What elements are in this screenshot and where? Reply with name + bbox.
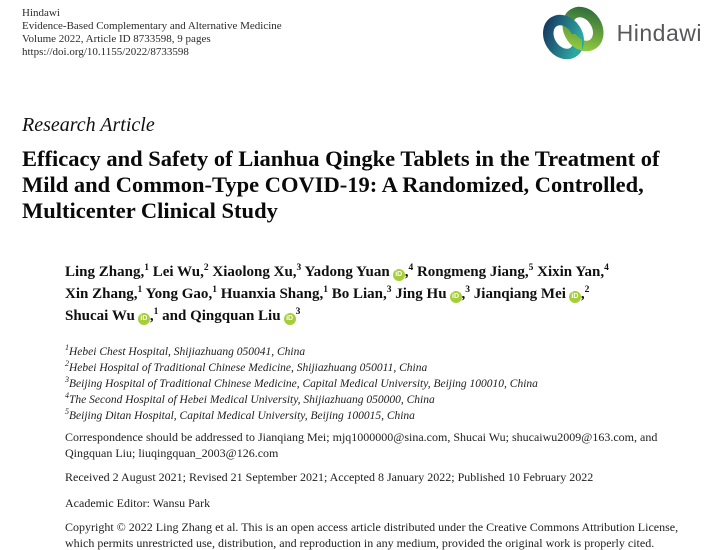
orcid-icon[interactable]: iD <box>450 291 462 303</box>
orcid-icon[interactable]: iD <box>569 291 581 303</box>
orcid-icon[interactable]: iD <box>138 313 150 325</box>
affiliation-number: 5 <box>65 407 69 417</box>
author-name: Yadong Yuan iD ,$^4$ <box>304 263 414 280</box>
affiliation-number: 2 <box>65 359 69 369</box>
affiliation-item: $^2$Hebei Hospital of Traditional Chinese Medicine, Shijiazhuang 050011, China <box>65 359 428 374</box>
author-name: Lei Wu,$^2$ <box>152 263 209 280</box>
journal-name: Evidence-Based Complementary and Alternative Medicine <box>22 20 282 32</box>
author-name: Huanxia Shang,$^1$ <box>220 285 328 302</box>
article-type-label: Research Article <box>22 114 155 136</box>
correspondence-text: Correspondence should be addressed to Jianqiang Mei; <box>65 430 333 444</box>
affiliation-ref: 1 <box>212 285 217 295</box>
affiliation-ref: 2 <box>584 285 590 295</box>
affiliation-number: 3 <box>65 375 69 385</box>
affiliation-ref: 2 <box>203 263 209 273</box>
affiliation-item: $^4$The Second Hospital of Hebei Medical University, Shijiazhuang 050000, China <box>65 391 435 406</box>
email-link[interactable]: liuqingquan_2003@126.com <box>138 445 279 460</box>
affiliation-ref: 3 <box>295 307 301 317</box>
affiliation-ref: 3 <box>386 285 392 295</box>
author-name: Rongmeng Jiang,$^5$ <box>416 263 534 280</box>
author-name: Jing Hu iD ,$^3$ <box>395 285 471 302</box>
author-name: Ling Zhang,$^1$ <box>65 263 149 280</box>
author-name: and Qingquan Liu $iD^3$ <box>162 307 301 324</box>
orcid-icon[interactable]: iD <box>284 313 296 325</box>
affiliation-ref: 5 <box>528 263 534 273</box>
affiliation-ref: 1 <box>323 285 328 295</box>
correspondence-text: , and Qingquan Liu; <box>65 430 658 460</box>
doi-link[interactable]: https://doi.org/10.1155/2022/8733598 <box>22 46 189 58</box>
author-name: Xin Zhang,$^1$ <box>65 285 143 302</box>
hindawi-wordmark: Hindawi <box>616 19 702 46</box>
author-name: Shucai Wu iD ,$^1$ <box>65 307 159 324</box>
author-name: Xixin Yan,$^4$ <box>537 263 609 280</box>
affiliation-number: 4 <box>65 391 69 401</box>
hindawi-rings-icon <box>539 5 607 61</box>
academic-editor-line <box>65 496 210 511</box>
masthead <box>22 7 282 59</box>
copyright-notice: Copyright © 2022 Ling Zhang et al. This is an open access article distributed under the Creative Commons Attribution License, which permits unrestricted use, distribution, and reproduction in any medium, provided the original work is properly cited. <box>65 520 679 550</box>
volume-info: Volume 2022, Article ID 8733598, 9 pages <box>22 33 211 45</box>
affiliation-ref: 3 <box>465 285 471 295</box>
article-history-dates: Received 2 August 2021; Revised 21 September 2021; Accepted 8 January 2022; Published 10 February 2022 <box>65 470 594 484</box>
hindawi-logo <box>539 5 702 61</box>
affiliation-ref: 1 <box>137 285 143 295</box>
publisher-name: Hindawi <box>22 7 60 19</box>
affiliation-ref: 1 <box>153 307 159 317</box>
affiliation-ref: 4 <box>408 263 414 273</box>
author-name: Bo Lian,$^3$ <box>331 285 392 302</box>
orcid-icon[interactable]: iD <box>393 269 405 281</box>
email-link[interactable]: shucaiwu2009@163.com <box>511 430 634 444</box>
affiliation-ref: 3 <box>296 263 302 273</box>
email-link[interactable]: mjq1000000@sina.com <box>332 430 448 444</box>
affiliation-list <box>65 344 685 424</box>
academic-editor-label: Academic Editor: <box>65 496 150 510</box>
affiliation-ref: 4 <box>604 263 609 273</box>
correspondence-note <box>65 430 680 461</box>
affiliation-item: $^5$Beijing Ditan Hospital, Capital Medical University, Beijing 100015, China <box>65 407 415 422</box>
correspondence-text: , Shucai Wu; <box>447 430 512 444</box>
affiliation-item: $^3$Beijing Hospital of Traditional Chinese Medicine, Capital Medical University, Beijing 100010, China <box>65 375 538 390</box>
affiliation-ref: 1 <box>144 263 149 273</box>
affiliation-item: $^1$Hebei Chest Hospital, Shijiazhuang 050041, China <box>65 343 306 358</box>
author-name: Yong Gao,$^1$ <box>145 285 217 302</box>
affiliation-number: 1 <box>65 343 69 353</box>
academic-editor-name: Wansu Park <box>152 496 211 510</box>
author-name: Xiaolong Xu,$^3$ <box>212 263 302 280</box>
author-list <box>65 261 665 327</box>
author-name: Jianqiang Mei iD ,$^2$ <box>473 285 590 302</box>
article-title: Efficacy and Safety of Lianhua Qingke Tablets in the Treatment of Mild and Common-Type COVID-19: A Randomized, Controlled, Multicenter Clinical Study <box>22 146 660 223</box>
